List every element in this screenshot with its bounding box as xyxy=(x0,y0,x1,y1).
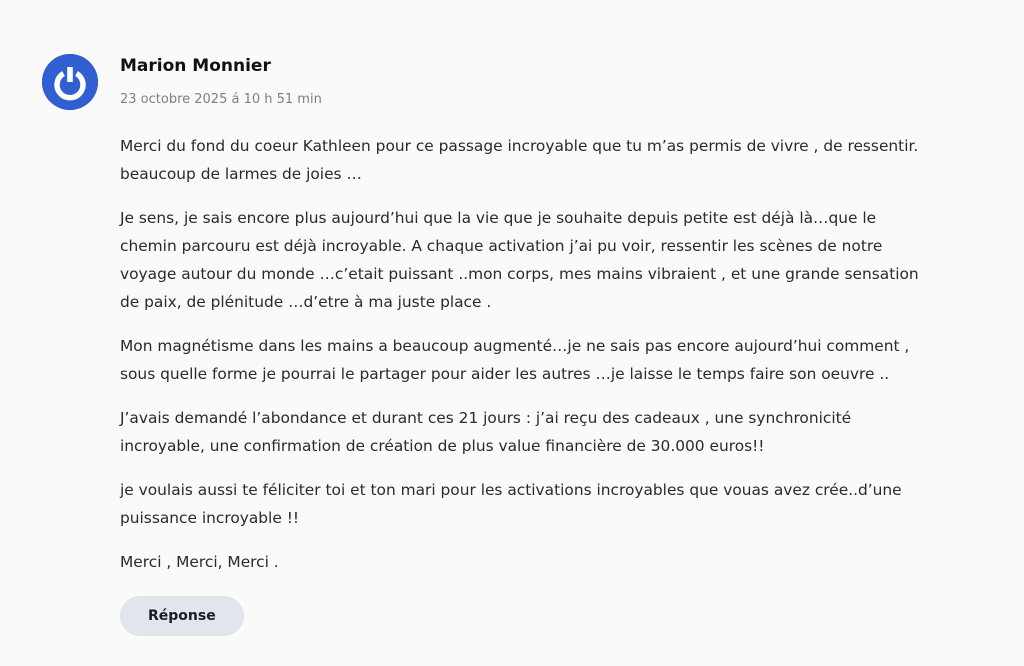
avatar xyxy=(42,54,98,110)
comment-paragraph: je voulais aussi te féliciter toi et ton mari pour les activations incroyables que vouas avez crée..d’une puissance incroyable !! xyxy=(120,481,902,527)
comment-content xyxy=(120,50,920,636)
reply-button[interactable]: Réponse xyxy=(120,596,244,636)
comment-paragraph: Merci , Merci, Merci . xyxy=(120,553,279,571)
comment-paragraph: J’avais demandé l’abondance et durant ces 21 jours : j’ai reçu des cadeaux , une synchronicité incroyable, une confirmation de création de plus value financière de 30.000 euros!! xyxy=(120,409,852,455)
comment-date: 23 octobre 2025 á 10 h 51 min xyxy=(120,92,322,107)
comment-paragraph: Je sens, je sais encore plus aujourd’hui que la vie que je souhaite depuis petite est déjà là…que le chemin parcouru est déjà incroyable. A chaque activation j’ai pu voir, ressentir les scènes de notre voyage autour du monde …c’etait puissant ..mon corps, mes mains vibraient , et une grande sensation de paix, de plénitude …d’etre à ma juste place . xyxy=(120,209,919,311)
comment-paragraph: Merci du fond du coeur Kathleen pour ce passage incroyable que tu m’as permis de vivre , de ressentir. beaucoup de larmes de joies … xyxy=(120,137,919,183)
comment-body xyxy=(120,132,920,576)
comment-author: Marion Monnier xyxy=(120,56,271,76)
gravatar-icon xyxy=(42,54,98,110)
comment-paragraph: Mon magnétisme dans les mains a beaucoup augmenté…je ne sais pas encore aujourd’hui comment , sous quelle forme je pourrai le partager pour aider les autres …je laisse le temps faire son oeuvre .. xyxy=(120,337,910,383)
